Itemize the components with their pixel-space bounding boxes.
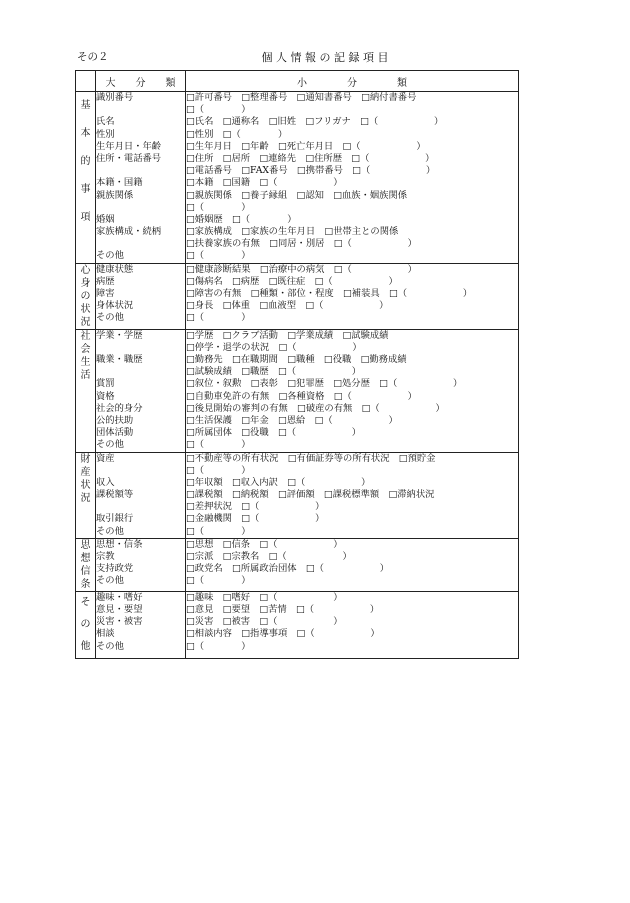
major-item: 識別番号 <box>96 92 134 103</box>
minor-item: □差押状況 □（ ） <box>186 501 325 513</box>
minor-item: □政党名 □所属政治団体 □（ ） <box>186 563 389 575</box>
category-label: 財 産 状 況 <box>80 453 91 504</box>
minor-item: □年収額 □収入内訳 □（ ） <box>186 476 371 488</box>
major-item: 資格 <box>96 390 115 402</box>
category-label-cell <box>76 329 96 452</box>
minor-items-cell <box>186 538 519 591</box>
major-items-cell <box>96 329 186 452</box>
major-item: 相談 <box>96 628 115 640</box>
category-label: 思 想 信 条 <box>80 539 91 590</box>
major-item: 収入 <box>96 476 115 488</box>
major-item <box>96 238 185 250</box>
major-items-cell <box>96 591 186 658</box>
minor-item: □身長 □体重 □血液型 □（ ） <box>186 300 389 312</box>
category-row <box>76 329 519 452</box>
category-label-cell <box>76 263 96 329</box>
minor-item: □生活保護 □年金 □恩給 □（ ） <box>186 414 398 426</box>
minor-item: □所属団体 □役職 □（ ） <box>186 427 362 439</box>
major-item: その他 <box>96 250 124 262</box>
major-item: 婚姻 <box>96 213 115 225</box>
minor-item: □（ ） <box>186 640 251 652</box>
major-item: その他 <box>96 640 124 652</box>
major-item <box>96 342 185 354</box>
minor-item: □相談内容 □指導事項 □（ ） <box>186 628 380 640</box>
major-items-cell <box>96 452 186 538</box>
major-item: 氏名 <box>96 116 115 128</box>
minor-item: □趣味 □嗜好 □（ ） <box>186 591 343 603</box>
major-item: 課税額等 <box>96 489 134 501</box>
category-row <box>76 591 519 658</box>
minor-item: □（ ） <box>186 312 251 324</box>
minor-item: □健康診断結果 □治療中の病気 □（ ） <box>186 263 417 275</box>
minor-items-cell <box>186 329 519 452</box>
major-item <box>96 104 185 116</box>
major-item: 障害 <box>96 288 115 299</box>
minor-item: □自動車免許の有無 □各種資格 □（ ） <box>186 390 417 402</box>
minor-item: □婚姻歴 □（ ） <box>186 213 297 225</box>
major-item: 趣味・嗜好 <box>96 591 143 603</box>
category-label: そ の 他 <box>80 596 91 652</box>
minor-items-cell <box>186 452 519 538</box>
major-item: 生年月日・年齢 <box>96 140 162 152</box>
major-item: 身体状況 <box>96 300 134 312</box>
major-item: 住所・電話番号 <box>96 152 162 164</box>
header-minor: 小 分 類 <box>186 71 519 92</box>
minor-item: □（ ） <box>186 201 251 213</box>
category-label: 社 会 生 活 <box>80 330 91 381</box>
major-items-cell <box>96 92 186 264</box>
major-item: 支持政党 <box>96 563 134 575</box>
minor-item: □障害の有無 □種類・部位・程度 □補装具 □（ ） <box>186 288 473 299</box>
major-item <box>96 165 185 177</box>
major-item: 職業・職歴 <box>96 354 143 365</box>
minor-item: □思想 □信条 □（ ） <box>186 538 343 550</box>
minor-item: □氏名 □通称名 □旧姓 □フリガナ □（ ） <box>186 116 444 128</box>
major-item <box>96 465 185 477</box>
minor-item: □（ ） <box>186 525 251 537</box>
header-spacer <box>76 71 96 92</box>
major-item: 賞罰 <box>96 378 115 390</box>
minor-item: □学歴 □クラブ活動 □学業成績 □試験成績 <box>186 329 389 341</box>
minor-item: □課税額 □納税額 □評価額 □課税標準額 □滞納状況 <box>186 489 435 501</box>
category-label-cell <box>76 452 96 538</box>
minor-item: □（ ） <box>186 104 251 116</box>
minor-item: □不動産等の所有状況 □有価証券等の所有状況 □預貯金 <box>186 452 436 464</box>
major-item: 取引銀行 <box>96 513 134 525</box>
major-item: 宗教 <box>96 551 115 562</box>
major-item: その他 <box>96 439 124 451</box>
minor-item: □後見開始の審判の有無 □破産の有無 □（ ） <box>186 402 445 414</box>
category-label-cell <box>76 92 96 264</box>
major-item: 災害・被害 <box>96 616 143 628</box>
minor-item: □勤務先 □在職期間 □職種 □役職 □勤務成績 <box>186 354 407 365</box>
minor-item: □意見 □要望 □苦情 □（ ） <box>186 604 380 615</box>
minor-items-cell <box>186 263 519 329</box>
major-items-cell <box>96 538 186 591</box>
major-item <box>96 366 185 378</box>
minor-item: □電話番号 □FAX番号 □携帯番号 □（ ） <box>186 165 436 177</box>
major-item: 病歴 <box>96 275 115 287</box>
major-item: その他 <box>96 312 124 324</box>
major-item: 健康状態 <box>96 263 134 275</box>
minor-item: □（ ） <box>186 575 251 587</box>
major-item: 公的扶助 <box>96 414 134 426</box>
major-item: 家族構成・続柄 <box>96 226 162 238</box>
record-items-table <box>75 70 519 659</box>
minor-item: □宗派 □宗教名 □（ ） <box>186 551 352 562</box>
minor-item: □叙位・叙勲 □表彰 □犯罪歴 □処分歴 □（ ） <box>186 378 463 390</box>
minor-item: □金融機関 □（ ） <box>186 513 325 525</box>
minor-item: □（ ） <box>186 464 251 476</box>
minor-item: □傷病名 □病歴 □既往症 □（ ） <box>186 275 398 287</box>
page-number: その２ <box>77 51 109 63</box>
major-items-cell <box>96 263 186 329</box>
major-item: 団体活動 <box>96 427 134 439</box>
major-item: その他 <box>96 575 124 587</box>
major-item: その他 <box>96 525 124 537</box>
minor-item: □親族関係 □養子縁組 □認知 □血族・姻族関係 <box>186 189 408 201</box>
category-row <box>76 92 519 264</box>
category-label-cell <box>76 591 96 658</box>
category-label: 心 身 の 状 況 <box>80 264 91 328</box>
major-item: 学業・学歴 <box>96 329 143 341</box>
major-item: 資産 <box>96 452 115 464</box>
table-header-row <box>76 71 519 92</box>
category-label: 基 本 的 事 項 <box>80 100 91 223</box>
major-item: 性別 <box>96 128 115 140</box>
minor-item: □家族構成 □家族の生年月日 □世帯主との関係 <box>186 226 399 238</box>
category-row <box>76 538 519 591</box>
category-row <box>76 263 519 329</box>
minor-item: □扶養家族の有無 □同居・別居 □（ ） <box>186 238 417 250</box>
minor-item: □性別 □（ ） <box>186 128 288 140</box>
major-item: 本籍・国籍 <box>96 177 143 189</box>
major-item: 意見・要望 <box>96 604 143 615</box>
category-label-cell <box>76 538 96 591</box>
minor-item: □試験成績 □職歴 □（ ） <box>186 366 362 378</box>
minor-items-cell <box>186 92 519 264</box>
minor-item: □許可番号 □整理番号 □通知書番号 □納付書番号 <box>186 92 417 103</box>
header-major: 大 分 類 <box>96 71 186 92</box>
page-title: 個 人 情 報 の 記 録 項 目 <box>261 51 389 64</box>
major-item <box>96 202 185 214</box>
major-item: 親族関係 <box>96 189 134 201</box>
major-item: 思想・信条 <box>96 538 143 550</box>
minor-item: □生年月日 □年齢 □死亡年月日 □（ ） <box>186 140 426 152</box>
minor-item: □（ ） <box>186 250 251 262</box>
minor-item: □本籍 □国籍 □（ ） <box>186 177 343 189</box>
major-item <box>96 501 185 513</box>
minor-item: □住所 □居所 □連絡先 □住所歴 □（ ） <box>186 152 435 164</box>
minor-item: □（ ） <box>186 439 251 451</box>
minor-item: □災害 □被害 □（ ） <box>186 616 343 628</box>
category-row <box>76 452 519 538</box>
minor-item: □停学・退学の状況 □（ ） <box>186 341 362 353</box>
major-item: 社会的身分 <box>96 402 143 414</box>
minor-items-cell <box>186 591 519 658</box>
